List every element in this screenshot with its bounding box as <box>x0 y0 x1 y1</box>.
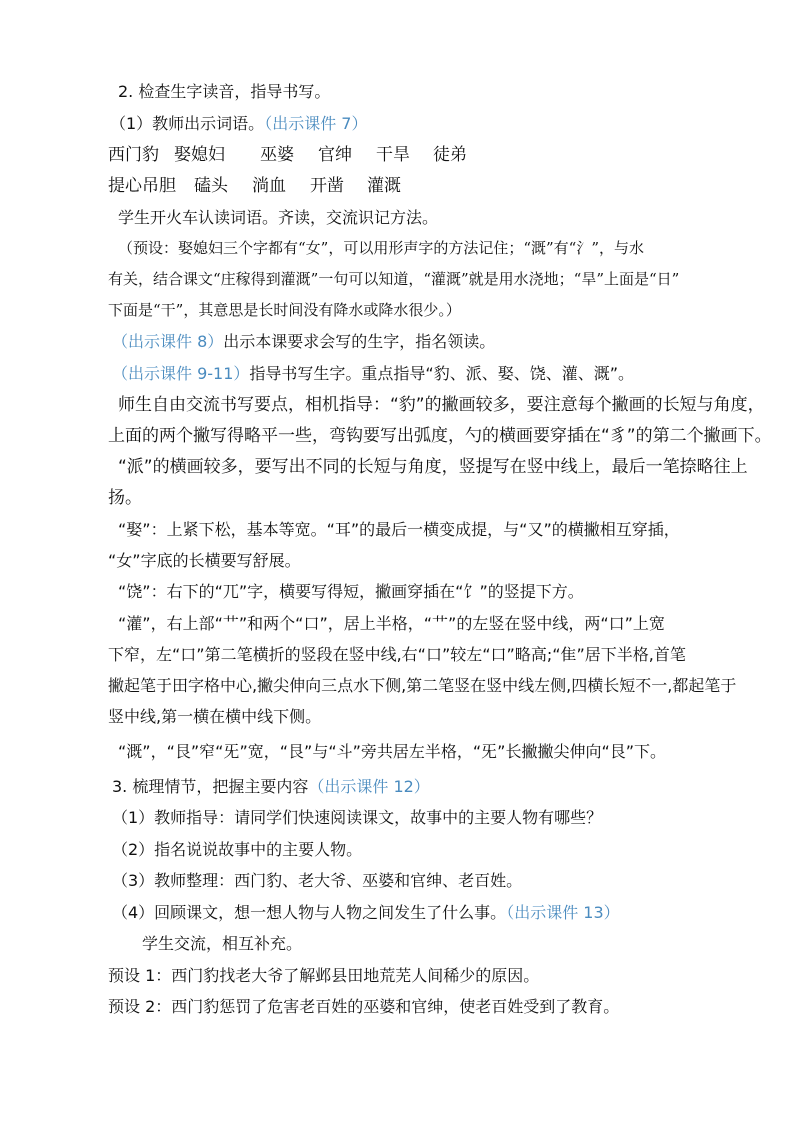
preset-note-line: 有关，结合课文“庄稼得到灌溉”一句可以知道，“灌溉”就是用水浇地；“旱”上面是“日” <box>108 270 680 288</box>
courseware-link-9-11[interactable]: （出示课件 9-11） <box>112 364 250 383</box>
preset-note-line: （预设：娶媳妇三个字都有“女”，可以用形声字的方法记住；“溉”有“氵”，与水 <box>118 239 645 257</box>
step-line <box>112 905 620 921</box>
vocab-word: 淌血 <box>252 176 286 196</box>
paragraph-line: “女”字底的长横要写舒展。 <box>108 551 301 570</box>
paragraph-line: 扬。 <box>108 488 142 508</box>
vocab-word: 娶媳妇 <box>174 145 225 165</box>
preset-note-line: 下面是“干”，其意思是长时间没有降水或降水很少。） <box>108 301 461 319</box>
vocab-word: 磕头 <box>194 176 228 196</box>
paragraph-line <box>112 366 634 382</box>
section-heading-3 <box>112 779 430 795</box>
paragraph-line: “饶”：右下的“兀”字，横要写得短，撇画穿插在“饣”的竖提下方。 <box>118 582 584 601</box>
vocab-word: 干旱 <box>376 145 410 165</box>
step-line: （1）教师指导：请同学们快速阅读课文，故事中的主要人物有哪些？ <box>112 808 603 827</box>
step-line: （3）教师整理：西门豹、老大爷、巫婆和官绅、老百姓。 <box>112 871 523 890</box>
step-1-text: （1）教师出示词语。 <box>110 114 265 133</box>
paragraph-line: “灌”，右上部“艹”和两个“口”，居上半格，“艹”的左竖在竖中线，两“口”上宽 <box>118 614 665 633</box>
vocab-word: 徒弟 <box>433 145 467 165</box>
vocab-word: 提心吊胆 <box>108 176 176 196</box>
paragraph-line: 学生交流，相互补充。 <box>142 934 303 953</box>
paragraph-line: “溉”，“艮”窄“旡”宽，“艮”与“斗”旁共居左半格，“旡”长撇撇尖伸向“艮”下。 <box>118 742 667 761</box>
courseware-link-13[interactable]: （出示课件 13） <box>506 903 620 922</box>
vocab-word: 灌溉 <box>367 176 401 196</box>
step-1-line <box>110 116 367 132</box>
paragraph-line: 学生开火车认读词语。齐读，交流识记方法。 <box>118 208 439 227</box>
courseware-link-12[interactable]: （出示课件 12） <box>308 777 430 796</box>
paragraph-text: 出示本课要求会写的生字，指名领读。 <box>223 332 496 351</box>
vocab-word: 开凿 <box>310 176 344 196</box>
step-line: （2）指名说说故事中的主要人物。 <box>112 840 363 859</box>
paragraph-line: 下窄，左“口”第二笔横折的竖段在竖中线,右“口”较左“口”略高;“隹”居下半格,首笔 <box>108 645 686 664</box>
preset-line: 预设 1：西门豹找老大爷了解邺县田地荒芜人间稀少的原因。 <box>108 966 540 985</box>
paragraph-line: 撇起笔于田字格中心,撇尖伸向三点水下侧,第二笔竖在竖中线左侧,四横长短不一,都起笔于 <box>108 676 737 695</box>
vocab-word: 巫婆 <box>260 145 294 165</box>
paragraph-line <box>112 334 495 350</box>
vocab-word: 官绅 <box>318 145 352 165</box>
step-text: （4）回顾课文，想一想人物与人物之间发生了什么事。 <box>112 903 507 922</box>
vocab-word: 西门豹 <box>108 145 159 165</box>
preset-line: 预设 2：西门豹惩罚了危害老百姓的巫婆和官绅，使老百姓受到了教育。 <box>108 997 620 1016</box>
paragraph-line: “派”的横画较多，要写出不同的长短与角度，竖提写在竖中线上，最后一笔捺略往上 <box>118 457 748 477</box>
paragraph-line: 师生自由交流书写要点，相机指导：“豹”的撇画较多，要注意每个撇画的长短与角度， <box>118 395 765 415</box>
courseware-link-8[interactable]: （出示课件 8） <box>112 332 224 351</box>
vocab-row-1 <box>108 147 467 164</box>
courseware-link-7[interactable]: （出示课件 7） <box>264 114 368 133</box>
section-heading-2: 2. 检查生字读音，指导书写。 <box>118 82 331 101</box>
paragraph-line: “娶”：上紧下松，基本等宽。“耳”的最后一横变成提，与“又”的横撇相互穿插， <box>118 520 680 539</box>
paragraph-text: 指导书写生字。重点指导“豹、派、娶、饶、灌、溉”。 <box>249 364 634 383</box>
paragraph-line: 竖中线,第一横在横中线下侧。 <box>108 707 322 726</box>
section-heading-text: 3. 梳理情节，把握主要内容 <box>112 777 309 796</box>
vocab-row-2 <box>108 178 401 195</box>
paragraph-line: 上面的两个撇写得略平一些，弯钩要写出弧度，勺的横画要穿插在“豸”的第二个撇画下。 <box>108 426 772 446</box>
